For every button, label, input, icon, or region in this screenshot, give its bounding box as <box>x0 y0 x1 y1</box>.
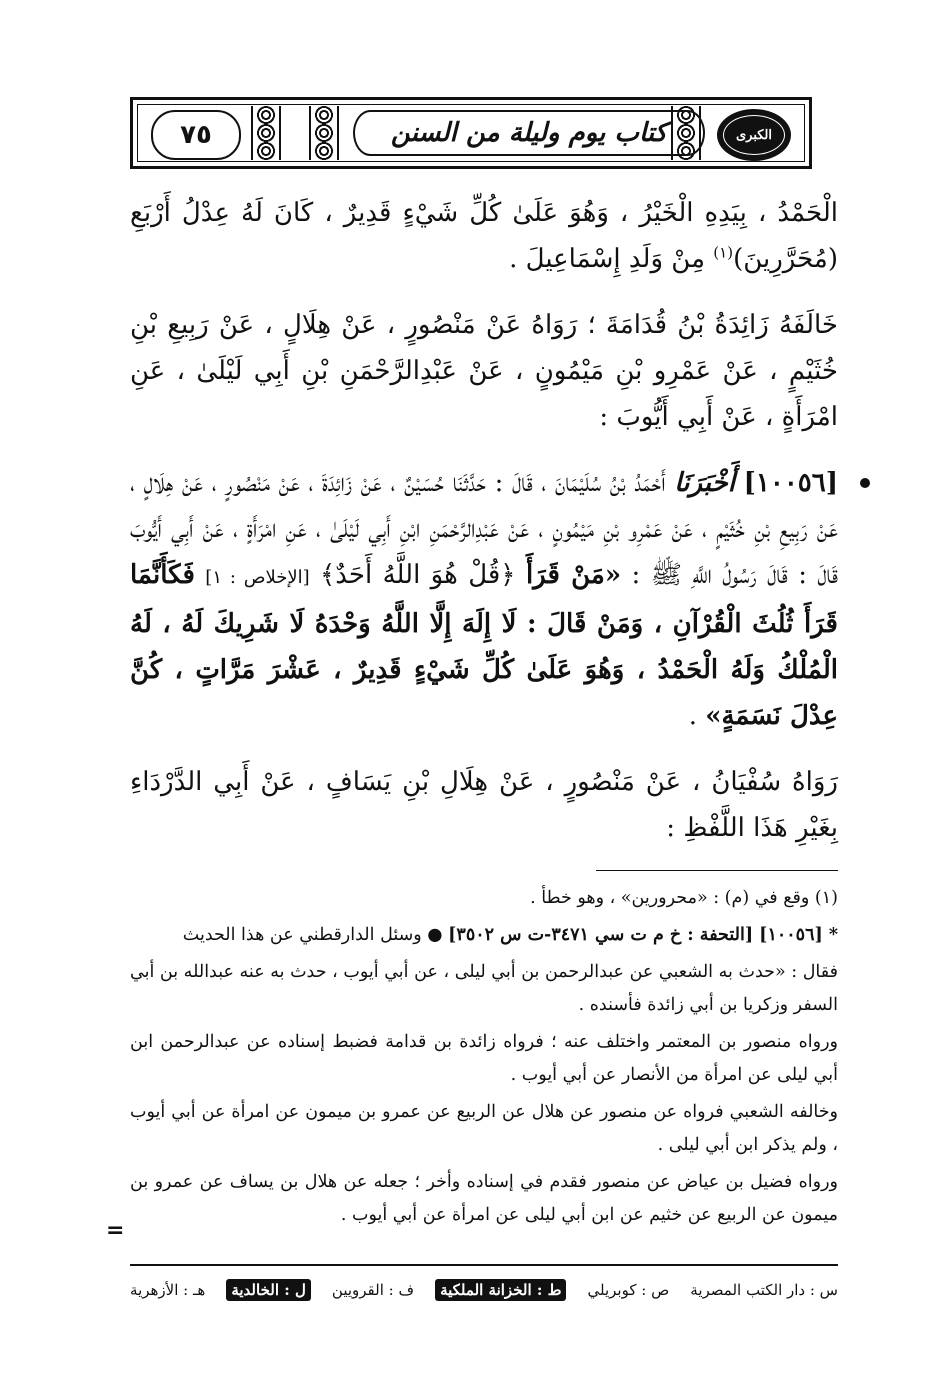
continuation-mark: = <box>106 1218 125 1243</box>
legend-sin: س : دار الكتب المصرية <box>690 1281 838 1299</box>
footnote-separator <box>596 870 838 871</box>
knot-ornament-mid-left <box>309 106 339 160</box>
footnote-2-a: فقال : «حدث به الشعبي عن عبدالرحمن بن أبي ليلى ، عن أبي أيوب ، حدث به عنه عبدالله بن أبي السفر وزكريا بن أبي زائدة فأسنده . <box>130 962 838 1015</box>
paragraph-4: رَوَاهُ سُفْيَانُ ، عَنْ مَنْصُورٍ ، عَنْ هِلَالِ بْنِ يَسَافٍ ، عَنْ أَبِي الدَّرْدَاءِ بِغَيْرِ هَذَا اللَّفْظِ : <box>130 767 838 843</box>
hadith-end: . <box>688 701 706 731</box>
footnote-2-c: وخالفه الشعبي فرواه عن منصور عن هلال عن الربيع عن عمرو بن ميمون عن امرأة عن أبي أيوب ، ولم يذكر ابن أبي ليلى . <box>130 1102 838 1155</box>
p1-text: الْحَمْدُ ، بِيَدِهِ الْخَيْرُ ، وَهُوَ عَلَىٰ كُلِّ شَيْءٍ قَدِيرٌ ، كَانَ لَهُ عِدْلُ أَرْبَعِ (مُحَرَّرِينَ) <box>130 198 838 274</box>
footnote-2-d: ورواه فضيل بن عياض عن منصور فقدم في إسناده وأخر ؛ جعله عن هلال بن يساف عن عمرو بن ميمون عن الربيع عن خثيم عن ابن أبي ليلى عن امرأة عن أبي أيوب . <box>130 1172 838 1225</box>
paragraph-1 <box>130 190 838 282</box>
hadith-number: [١٠٠٥٦] <box>743 468 839 498</box>
footnote-2-b: ورواه منصور بن المعتمر واختلف عنه ؛ فرواه زائدة بن قدامة فضبط إسناده عن عبدالرحمن ابن أبي ليلى عن امرأة من الأنصار عن أبي أيوب . <box>130 1032 838 1085</box>
hadith-10056 <box>130 460 838 739</box>
page-number: ٧٥ <box>151 110 241 160</box>
manuscript-legend <box>130 1272 838 1308</box>
hadith-matn-start: «مَنْ قَرَأَ <box>525 560 622 590</box>
seal-text: الكبرى <box>735 127 773 143</box>
footnotes <box>130 882 838 1236</box>
akhbarana-word: أَخْبَرَنَا <box>674 468 735 498</box>
p1-end: مِنْ وَلَدِ إِسْمَاعِيلَ . <box>509 244 706 274</box>
footnote-1: (١) وقع في (م) : «محرورين» ، وهو خطأ . <box>530 888 838 908</box>
legend-lam: ل : الخالدية <box>226 1279 311 1301</box>
quran-verse: ﴿قُلْ هُوَ اللَّهُ أَحَدٌ﴾ <box>320 560 516 590</box>
main-text <box>130 190 838 871</box>
hadith-matn: فَكَأَنَّمَا قَرَأَ ثُلُثَ الْقُرْآنِ ، وَمَنْ قَالَ : لَا إِلَهَ إِلَّا اللَّهُ وَحْدَهُ لَا شَرِيكَ لَهُ ، لَهُ الْمُلْكُ وَلَهُ الْحَمْدُ ، وَهُوَ عَلَىٰ كُلِّ شَيْءٍ قَدِيرٌ ، عَشْرَ مَرَّاتٍ ، كُنَّ عِدْلَ نَسَمَةٍ» <box>130 560 838 731</box>
hadith-isnad: أَحْمَدُ بْنُ سُلَيْمَانَ ، قَالَ : حَدَّثَنَا حُسَيْنٌ ، عَنْ زَائِدَةَ ، عَنْ مَنْصُورٍ ، عَنْ هِلَالٍ ، عَنْ رَبِيعِ بْنِ خُثَيْمٍ ، عَنْ عَمْرِو بْنِ مَيْمُونٍ ، عَنْ عَبْدِالرَّحْمَنِ ابْنِ أَبِي لَيْلَىٰ ، عَنِ امْرَأَةٍ ، عَنْ أَبِي أَيُّوبَ قَالَ : قَالَ رَسُولُ اللَّهِ ﷺ : <box>130 468 839 590</box>
footnote-ref-1: (١) <box>713 243 734 262</box>
footnote-2-head <box>130 919 838 952</box>
legend-ha: هـ : الأزهرية <box>130 1281 206 1299</box>
book-title: كتاب يوم وليلة من السنن <box>353 110 705 156</box>
daraqutni-intro: ● وسئل الدارقطني عن هذا الحديث <box>182 925 443 945</box>
legend-fa: ف : القرويين <box>331 1281 415 1299</box>
book-seal-logo <box>717 109 791 161</box>
page-header <box>130 97 812 169</box>
bullet-icon <box>860 478 870 488</box>
legend-separator <box>130 1264 838 1266</box>
legend-sad: ص : كوبريلي <box>587 1281 670 1299</box>
quran-reference: [الإخلاص : ١] <box>205 567 310 588</box>
knot-ornament-left <box>251 106 281 160</box>
tuhfa-reference: * [١٠٠٥٦] [التحفة : خ م ت سي ٣٤٧١-ت س ٣٥٠٢] <box>448 925 838 945</box>
legend-ta: ط : الخزانة الملكية <box>435 1279 566 1301</box>
paragraph-2: خَالَفَهُ زَائِدَةُ بْنُ قُدَامَةَ ؛ رَوَاهُ عَنْ مَنْصُورٍ ، عَنْ هِلَالٍ ، عَنْ رَبِيعِ بْنِ خُثَيْمٍ ، عَنْ عَمْرِو بْنِ مَيْمُونٍ ، عَنْ عَبْدِالرَّحْمَنِ بْنِ أَبِي لَيْلَىٰ ، عَنِ امْرَأَةٍ ، عَنْ أَبِي أَيُّوبَ : <box>130 310 838 432</box>
